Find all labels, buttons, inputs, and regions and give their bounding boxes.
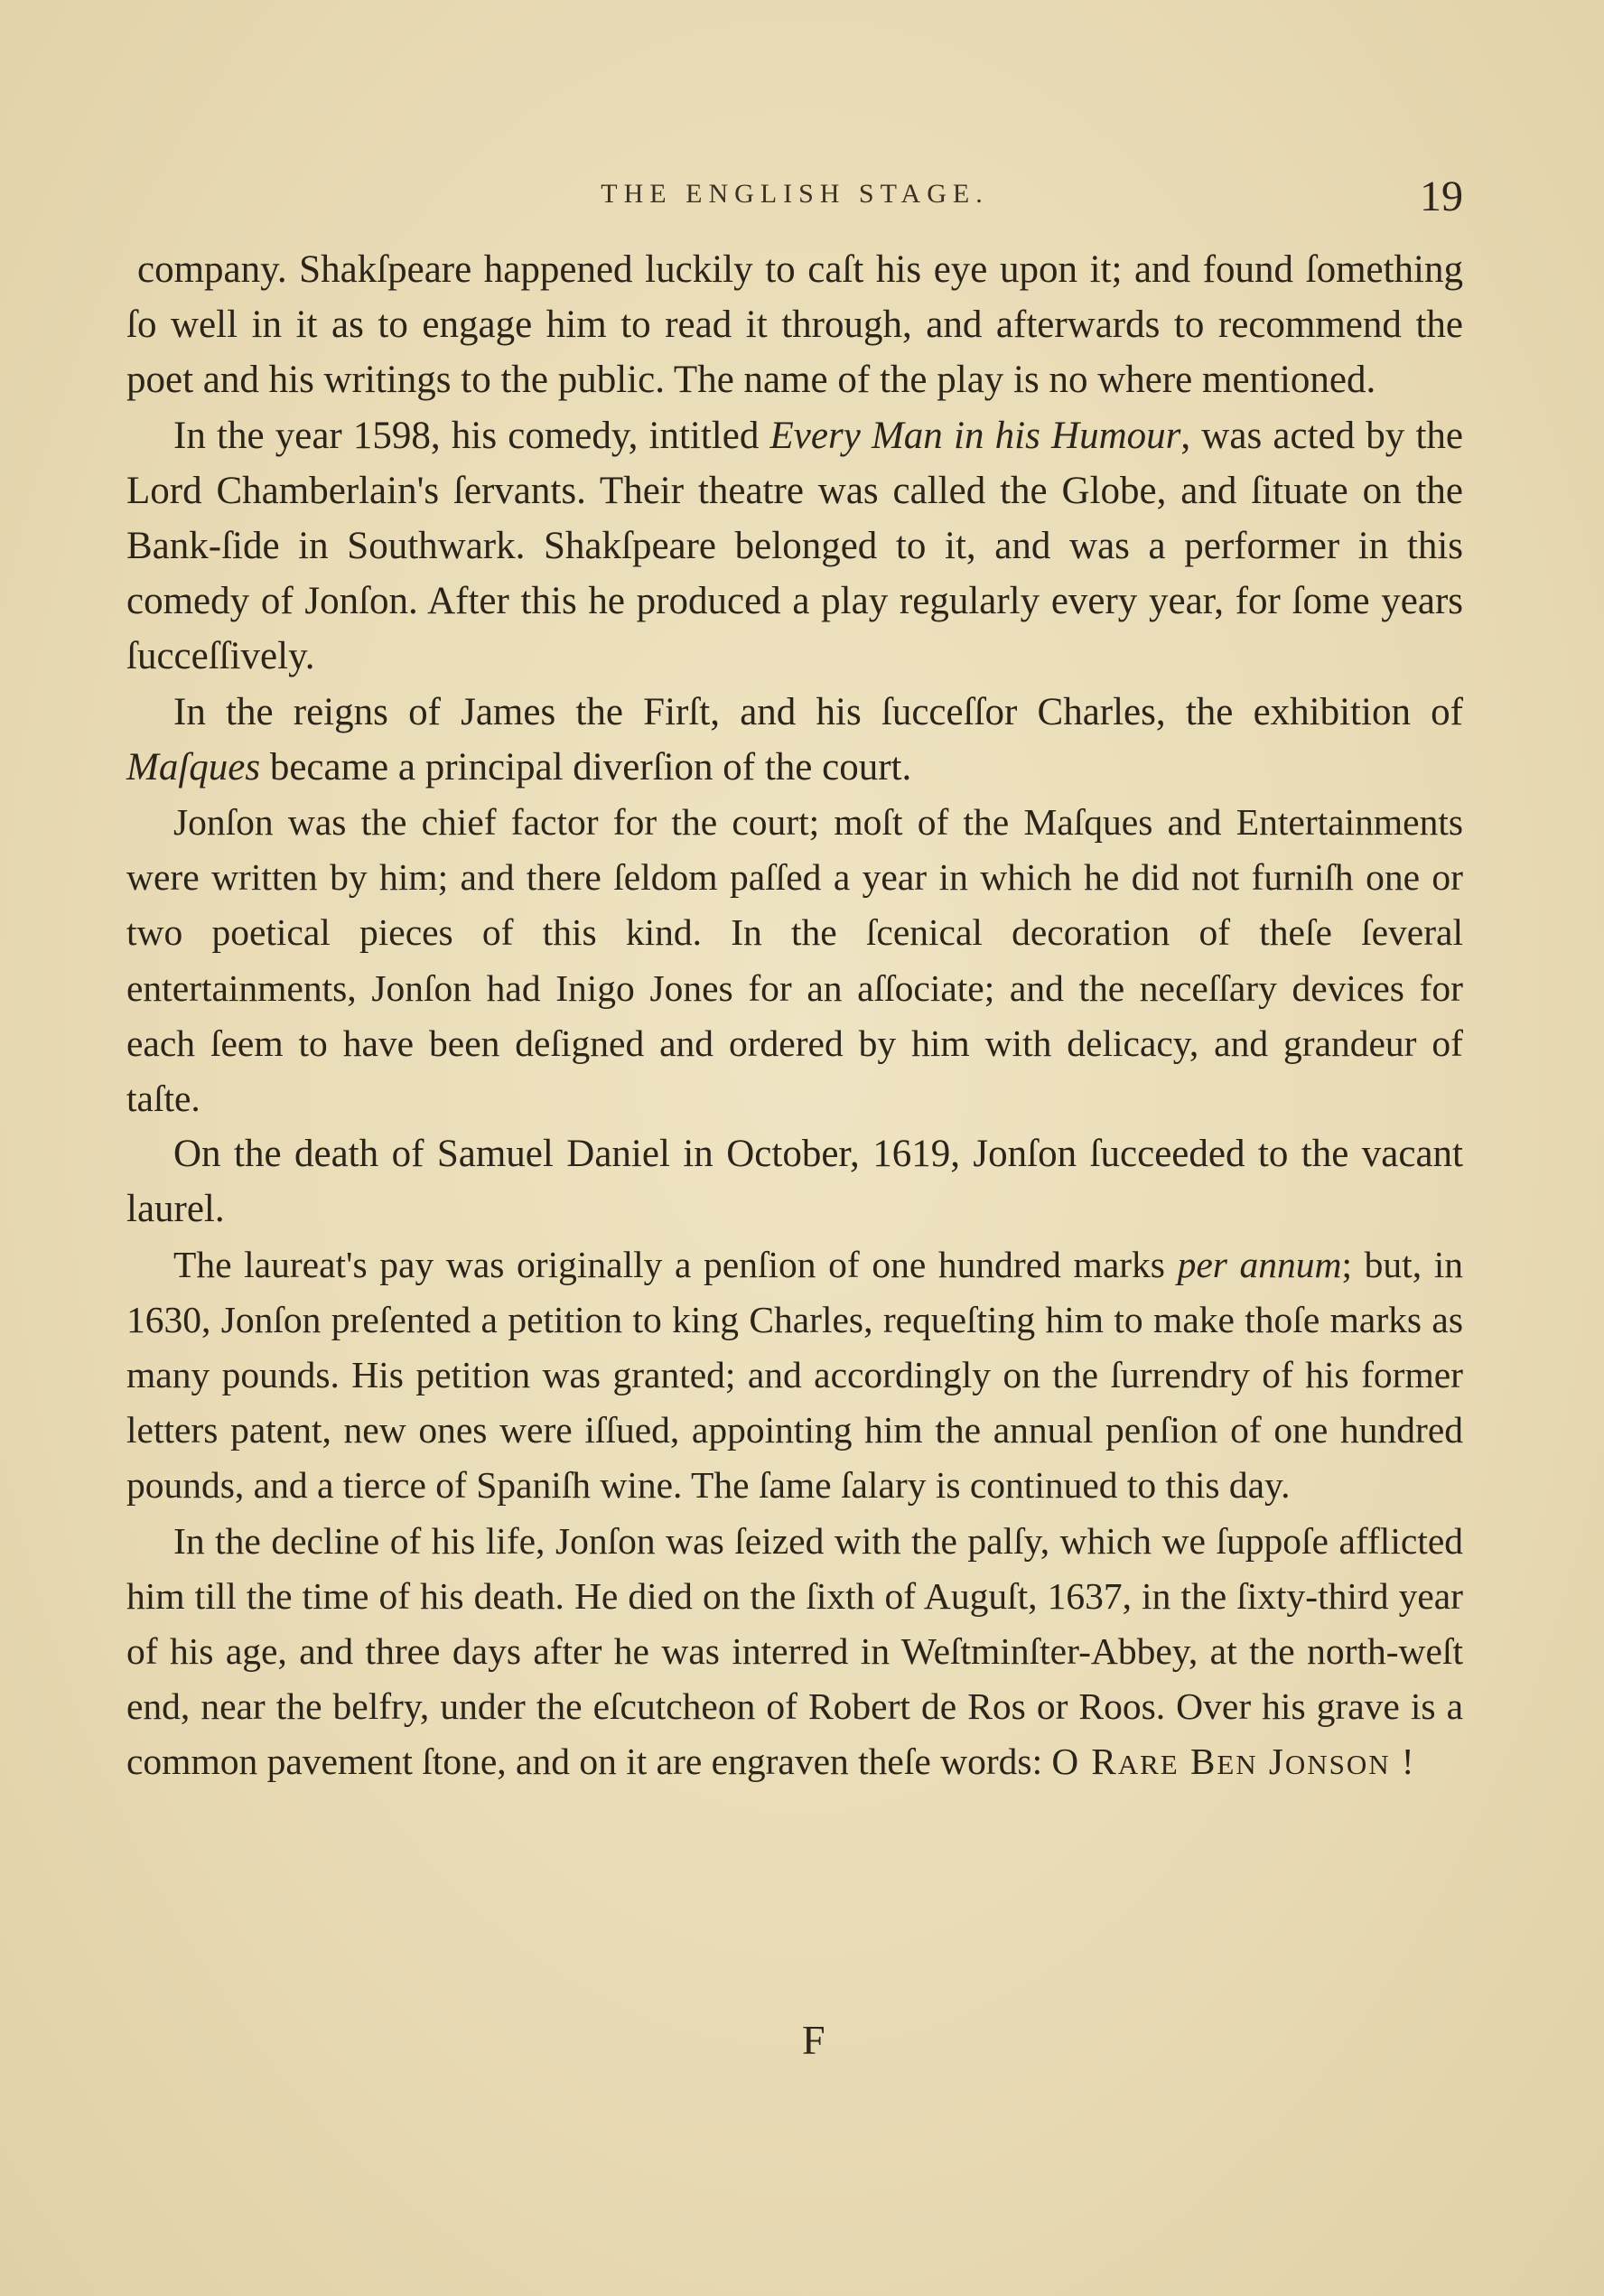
paragraph-laureat-pay [126, 1237, 1463, 1514]
epitaph-jonson-initial: J [1268, 1741, 1285, 1783]
epitaph-rare-initial: R [1091, 1741, 1118, 1783]
page-header [126, 172, 1463, 226]
paragraph-laurel: On the death of Samuel Daniel in October, 1619, Jonſon ſucceeded to the vacant laurel. [126, 1133, 1463, 1231]
paragraph-laureat-pay-start: The laureat's pay was originally a penſion of one hundred marks [173, 1243, 1178, 1285]
paragraph-death-text: In the decline of his life, Jonſon was ſeized with the palſy, which we ſuppoſe afflicted him till the time of his death. He died on the ſixth of Auguſt, 1637, in the ſixty-third year of his age, and three days after he was interred in Weſtminſter-Abbey, at the north-weſt end, near the belfry, under the eſcutcheon of Robert de Ros or Roos. Over his grave is a common pavement ſtone, and on it are engraven theſe words: [126, 1519, 1463, 1783]
epitaph-end: ! [1401, 1741, 1416, 1783]
epitaph-ben-initial: B [1189, 1741, 1217, 1783]
paragraph-masques-rest: became a principal diverſion of the court. [260, 745, 912, 789]
title-masques: Maſques [126, 745, 261, 789]
epitaph-o: O [1051, 1741, 1081, 1783]
phrase-per-annum: per annum [1177, 1243, 1342, 1285]
paragraph-every-man-rest: , was acted by the Lord Chamberlain's ſervants. Their theatre was called the Globe, and ſituate on the Bank-ſide in Southwark. Shakſpeare belonged to it, and was a performer in this comedy of Jonſon. After this he produced a play regularly every year, for ſome years ſucceſſively. [126, 414, 1463, 678]
paragraph-laureat-pay-rest: ; but, in 1630, Jonſon preſented a petition to king Charles, requeſting him to make thoſe marks as many pounds. His petition was granted; and accordingly on the ſurrendry of his former letters patent, new ones were iſſued, appointing him the annual penſion of one hundred pounds, and a tierce of Spaniſh wine. The ſame ſalary is continued to this day. [126, 1243, 1463, 1507]
paragraph-every-man-start: In the year 1598, his comedy, intitled [173, 414, 770, 457]
epitaph-jonson-rest: ONSON [1284, 1749, 1391, 1781]
paragraph-masques [126, 685, 1463, 795]
body-text [126, 242, 1463, 1793]
page-number: 19 [1420, 173, 1463, 220]
paragraph-death [126, 1514, 1463, 1793]
paragraph-company: company. Shakſpeare happened luckily to caſt his eye upon it; and found ſomething ſo well in it as to engage him to read it through, and afterwards to recommend the poet and his writings to the public. The name of the play is no where mentioned. [126, 248, 1463, 402]
paragraph-court-entertainments: Jonſon was the chief factor for the court; moſt of the Maſques and Entertainments were written by him; and there ſeldom paſſed a year in which he did not furniſh one or two poetical pieces of this kind. In the ſcenical decoration of theſe ſeveral entertainments, Jonſon had Inigo Jones for an aſſociate; and the neceſſary devices for each ſeem to have been deſigned and ordered by him with delicacy, and grandeur of taſte. [126, 801, 1463, 1120]
epitaph-ben-rest: EN [1217, 1749, 1258, 1781]
epitaph [1052, 1741, 1416, 1782]
paragraph-masques-start: In the reigns of James the Firſt, and his ſucceſſor Charles, the exhibition of [173, 690, 1463, 733]
paragraph-every-man [126, 408, 1463, 685]
title-every-man-in-his-humour: Every Man in his Humour [769, 414, 1181, 457]
signature-mark: F [802, 2017, 825, 2063]
epitaph-rare-rest: ARE [1117, 1749, 1180, 1781]
running-title: THE ENGLISH STAGE. [601, 179, 989, 209]
